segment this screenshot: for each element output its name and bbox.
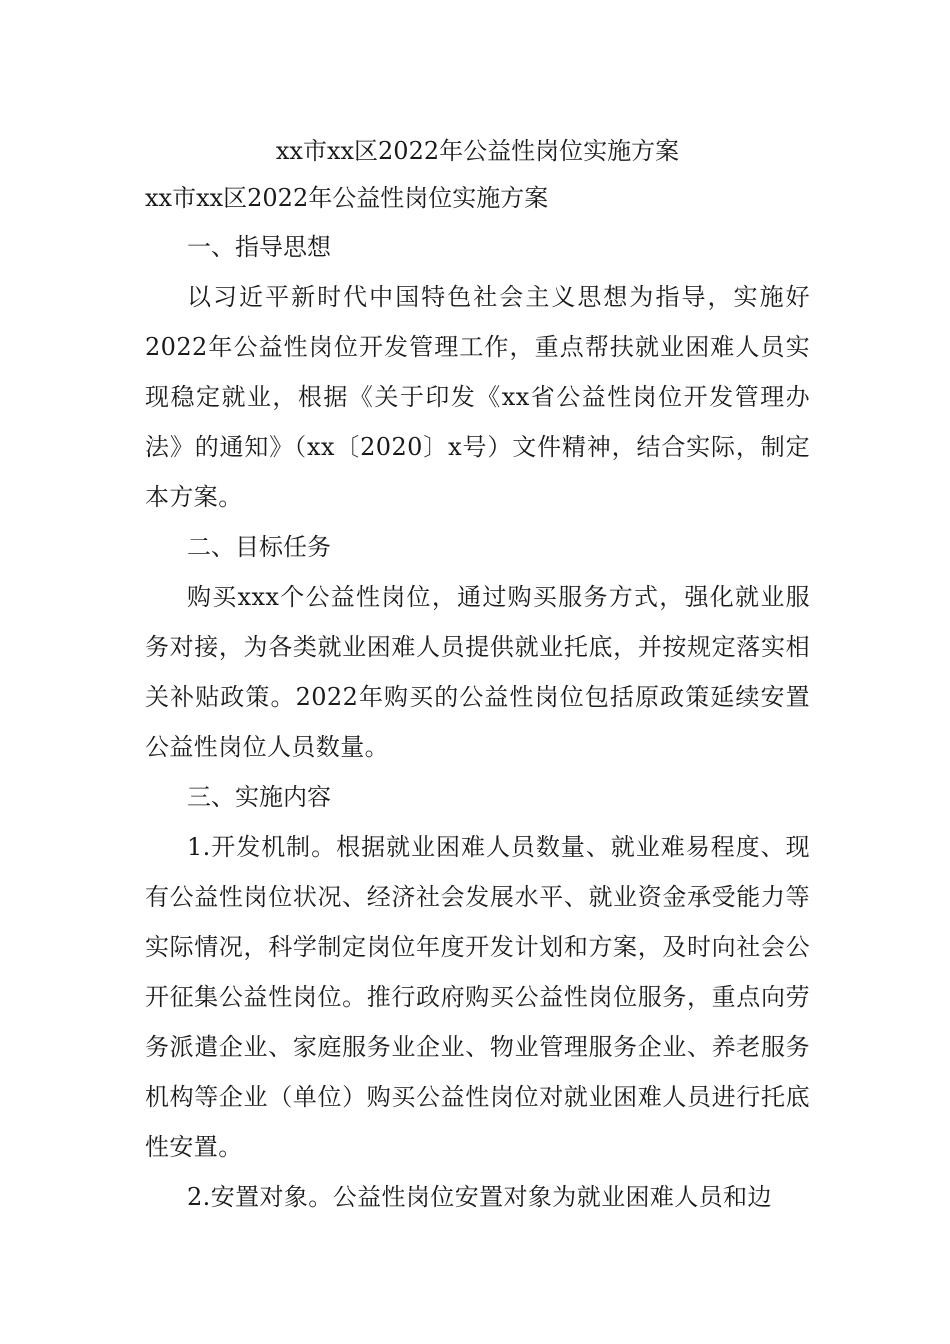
paragraph-target-tasks: 购买xxx个公益性岗位，通过购买服务方式，强化就业服务对接，为各类就业困难人员提供就业托底，并按规定落实相关补贴政策。2022年购买的公益性岗位包括原政策延续安置公益性岗位人员数量。 xyxy=(145,583,810,761)
document-subtitle: xx市xx区2022年公益性岗位实施方案 xyxy=(145,184,549,212)
paragraph-guiding-thought: 以习近平新时代中国特色社会主义思想为指导，实施好2022年公益性岗位开发管理工作，重点帮扶就业困难人员实现稳定就业，根据《关于印发《xx省公益性岗位开发管理办法》的通知》（xx〔2020〕x号）文件精神，结合实际，制定本方案。 xyxy=(145,283,810,511)
document-title: xx市xx区2022年公益性岗位实施方案 xyxy=(275,137,680,165)
paragraph-placement-targets: 2.安置对象。公益性岗位安置对象为就业困难人员和边 xyxy=(187,1183,772,1211)
document-body xyxy=(145,132,810,1222)
section-heading-target-tasks: 二、目标任务 xyxy=(187,533,331,561)
section-heading-guiding-thought: 一、指导思想 xyxy=(187,233,331,261)
paragraph-development-mechanism: 1.开发机制。根据就业困难人员数量、就业难易程度、现有公益性岗位状况、经济社会发展水平、就业资金承受能力等实际情况，科学制定岗位年度开发计划和方案，及时向社会公开征集公益性岗位。推行政府购买公益性岗位服务，重点向劳务派遣企业、家庭服务业企业、物业管理服务企业、养老服务机构等企业（单位）购买公益性岗位对就业困难人员进行托底性安置。 xyxy=(145,833,810,1161)
section-heading-implementation: 三、实施内容 xyxy=(187,783,331,811)
